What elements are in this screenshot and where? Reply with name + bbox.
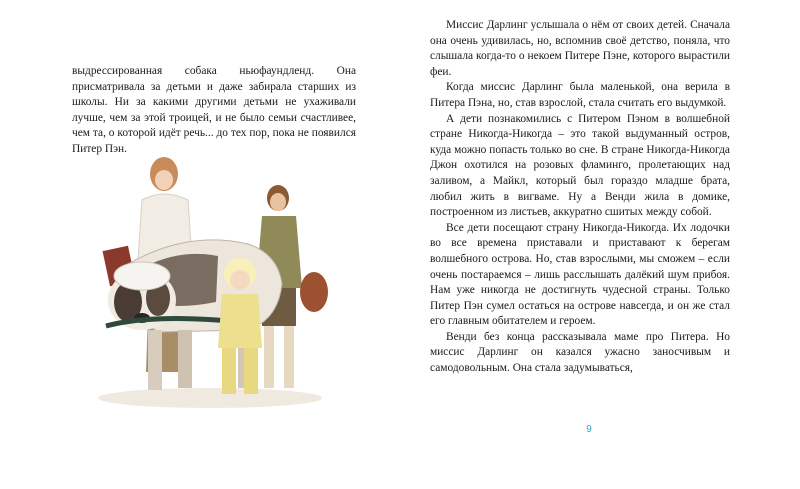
children-with-newfoundland-dog-illustration: [98, 152, 334, 412]
paragraph: Миссис Дарлинг услышала о нём от своих детей. Сначала она очень удивилась, но, вспомнив своё детство, поняла, что слышала когда-то о некоем Питере Пэне, которого вырастили феи.: [430, 19, 730, 78]
right-page-text: [430, 18, 730, 377]
paragraph: Венди без конца рассказывала маме про Питера. Но миссис Дарлинг он казался ужасно заносчивым и самодовольным. Она стала задумываться,: [430, 330, 730, 375]
paragraph: выдрессированная собака ньюфаундленд. Она присматривала за детьми и даже забирала старших из школы. Ни за какими другими детьми не ухаживали лучше, чем за этой троицей, и не было семьи счастливее, чем та, о которой идёт речь... до тех пор, пока не появился Питер Пэн.: [72, 65, 356, 155]
paragraph: А дети познакомились с Питером Пэном в волшебной стране Никогда-Никогда – это такой выдуманный остров, куда можно попасть только во сне. В стране Никогда-Никогда Джон охотился на розовых фламинго, пролетающих над заливом, а Майкл, который был гораздо младше брата, любил жить в вигваме. Ну а Венди жила в домике, построенном из листьев, аккуратно сшитых между собой.: [430, 112, 730, 219]
paragraph: Все дети посещают страну Никогда-Никогда. Их лодочки во все времена приставали и приставают к берегам волшебного острова. Но, став взрослыми, мы сможем – если очень постараемся – лишь расслышать далёкий шум прибоя. Нам уже никогда не достигнуть чудесной страны. Только Питер Пэн сумел остаться на острове навсегда, и он же стал его главным обитателем и героем.: [430, 221, 730, 328]
left-page-text: [72, 64, 356, 158]
paragraph: Когда миссис Дарлинг была маленькой, она верила в Питера Пэна, но, став взрослой, стала считать его выдумкой.: [430, 81, 730, 109]
page-number: 9: [586, 424, 592, 435]
